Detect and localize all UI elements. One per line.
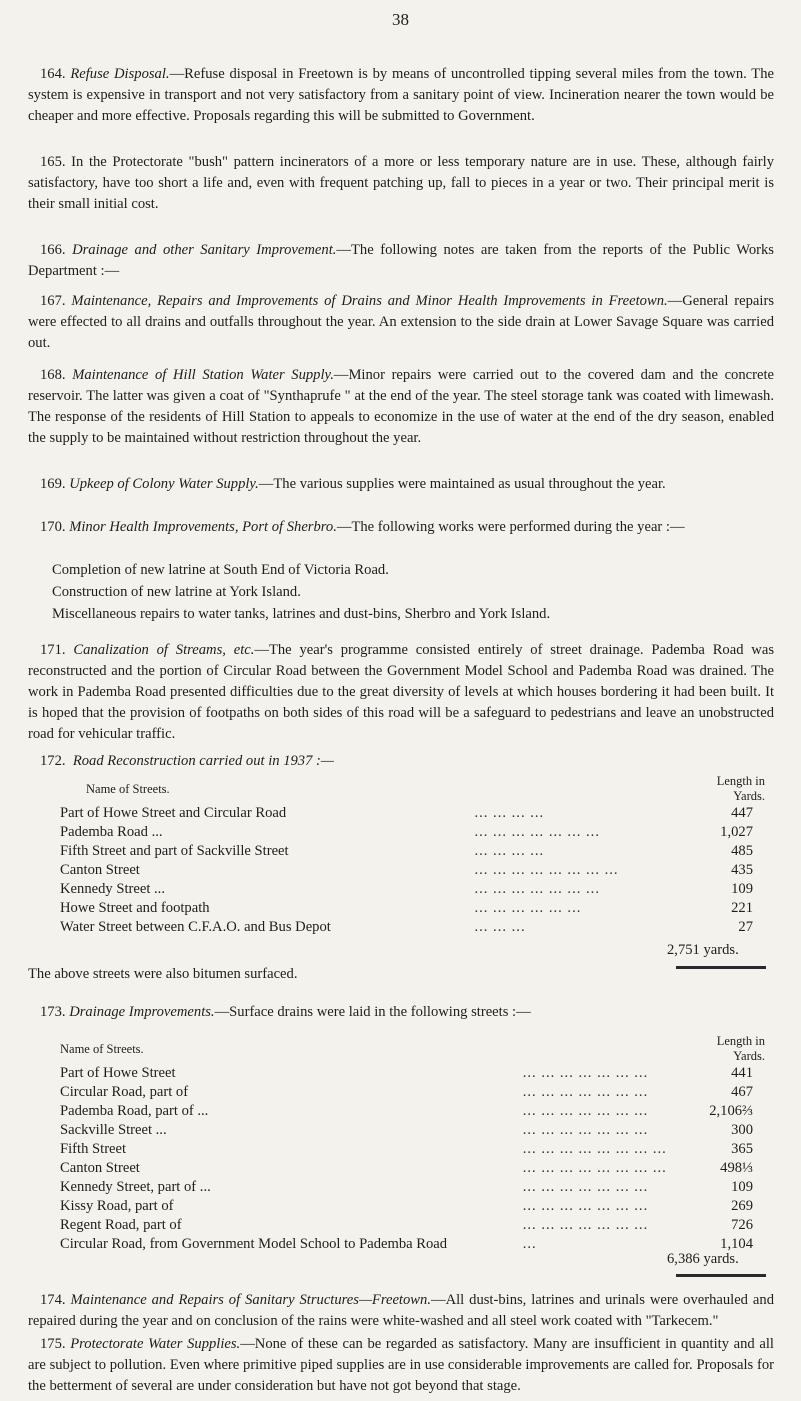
paragraph-title: Maintenance of Hill Station Water Supply.	[72, 367, 334, 383]
column-header-name: Name of Streets.	[60, 1041, 144, 1056]
table-row	[60, 1083, 765, 1102]
paragraph-title: Maintenance, Repairs and Improvements of Drains and Minor Health Improvements in Freetown.	[71, 293, 668, 309]
leader-dots: ... ... ... ... ... ... ...	[522, 1217, 649, 1233]
total-underline	[676, 1274, 766, 1277]
table-header-row	[60, 1034, 765, 1064]
paragraph-167	[28, 291, 774, 354]
paragraph-text: —The various supplies were maintained as usual throughout the year.	[258, 476, 666, 492]
street-length: 1,027	[720, 824, 753, 840]
paragraph-title: Road Reconstruction carried out in 1937 :—	[72, 753, 334, 769]
street-length: 467	[731, 1084, 753, 1100]
paragraph-title: Drainage Improvements.	[69, 1004, 215, 1020]
paragraph-number: 165.	[40, 154, 66, 170]
street-length: 435	[731, 862, 753, 878]
street-name: Kennedy Street ...	[60, 881, 165, 897]
leader-dots: ... ... ... ... ... ... ...	[522, 1084, 649, 1100]
column-header-length: Length in Yards.	[716, 774, 765, 803]
paragraph-text: —Refuse disposal in Freetown is by means of uncontrolled tipping several miles from the town. The system is expensive in transport and not very satisfactory from a sanitary point of view. Incineration nearer the town would be cheaper and more effective. Proposals regarding this will be submitted to Government.	[28, 66, 774, 124]
street-name: Water Street between C.F.A.O. and Bus Depot	[60, 919, 331, 935]
street-length: 1,104	[720, 1236, 753, 1252]
paragraph-text: —The year's programme consisted entirely of street drainage. Pademba Road was reconstructed and the portion of Circular Road between the Government Model School and Pademba Road was drained. The work in Pademba Road presented difficulties due to the great diversity of levels at which houses bordering it had been built. It is hoped that the provision of footpaths on both sides of this road will be a safeguard to pedestrians and leave an unobstructed road for vehicular traffic.	[28, 642, 775, 742]
leader-dots: ... ... ...	[474, 919, 526, 935]
leader-dots: ... ... ... ...	[474, 843, 545, 859]
table-row	[60, 1235, 765, 1254]
leader-dots: ... ... ... ... ... ... ...	[522, 1122, 649, 1138]
paragraph-number: 175.	[40, 1336, 66, 1352]
street-name: Fifth Street	[60, 1141, 127, 1157]
list-item: Completion of new latrine at South End of Victoria Road.	[52, 562, 389, 578]
table-row	[60, 899, 765, 918]
table-header-row	[60, 774, 765, 804]
leader-dots: ... ... ... ... ... ... ... ...	[474, 862, 619, 878]
column-header-spacer	[474, 774, 695, 804]
street-length: 109	[731, 1179, 753, 1195]
paragraph-text: —None of these can be regarded as satisfactory. Many are insufficient in quantity and all are subject to pollution. Even where primitive piped supplies are in use considerable improvements are called for. Proposals for the betterment of several are under consideration but have not got beyond that stage.	[28, 1336, 774, 1394]
list-item: Construction of new latrine at York Island.	[52, 584, 301, 600]
leader-dots: ... ... ... ... ... ... ...	[474, 881, 600, 897]
street-name: Pademba Road ...	[60, 824, 163, 840]
street-name: Regent Road, part of	[60, 1217, 182, 1233]
page-number: 38	[392, 10, 409, 29]
street-length: 726	[731, 1217, 753, 1233]
paragraph-166	[28, 240, 774, 282]
street-length: 27	[738, 919, 753, 935]
street-name: Part of Howe Street and Circular Road	[60, 805, 287, 821]
paragraph-text: —All dust-bins, latrines and urinals were overhauled and repaired during the year and on conclusion of the rains were white-washed and all steel work coated with "Tarkecem."	[28, 1292, 774, 1329]
table-row	[60, 1216, 765, 1235]
paragraph-title: Drainage and other Sanitary Improvement.	[72, 242, 337, 258]
paragraph-170	[28, 517, 774, 538]
list-item: Miscellaneous repairs to water tanks, latrines and dust-bins, Sherbro and York Island.	[52, 606, 551, 622]
table-row	[60, 1197, 765, 1216]
leader-dots: ... ... ... ... ... ...	[474, 900, 582, 916]
paragraph-173	[28, 1002, 774, 1023]
paragraph-text: —General repairs were effected to all drains and outfalls throughout the year. An extension to the side drain at Lower Savage Square was carried out.	[28, 293, 774, 351]
column-header-length: Length in Yards.	[716, 1034, 765, 1063]
column-header-spacer	[523, 1034, 695, 1064]
paragraph-number: 168.	[40, 367, 66, 383]
street-name: Canton Street	[60, 1160, 140, 1176]
paragraph-174	[28, 1290, 774, 1332]
street-length: 441	[731, 1065, 753, 1081]
paragraph-text: In the Protectorate "bush" pattern incinerators of a more or less temporary nature are in use. These, although fairly satisfactory, have too short a life and, even with frequent patching up, fall to pieces in a year or two. Their principal merit is their small initial cost.	[28, 154, 774, 212]
street-length: 447	[731, 805, 753, 821]
paragraph-number: 172.	[40, 753, 66, 769]
leader-dots: ... ... ... ...	[474, 805, 545, 821]
paragraph-title: Protectorate Water Supplies.	[70, 1336, 241, 1352]
total-length: 2,751 yards.	[667, 942, 739, 958]
paragraph-text: —The following works were performed during the year :—	[336, 519, 685, 535]
street-name: Circular Road, part of	[60, 1084, 189, 1100]
paragraph-175	[28, 1334, 774, 1397]
street-name: Part of Howe Street	[60, 1065, 176, 1081]
paragraph-text: —The following notes are taken from the reports of the Public Works Department :—	[28, 242, 774, 279]
paragraph-number: 166.	[40, 242, 66, 258]
paragraph-title: Minor Health Improvements, Port of Sherbro.	[69, 519, 337, 535]
street-length: 365	[731, 1141, 753, 1157]
paragraph-text: —Minor repairs were carried out to the covered dam and the concrete reservoir. The latter was given a coat of "Synthaprufe " at the end of the year. The steel storage tank was coated with limewash. The response of the residents of Hill Station to appeals to economize in the use of water at the end of the dry season, enabled the supply to be maintained without restriction throughout the year.	[28, 367, 774, 446]
bitumen-note: The above streets were also bitumen surfaced.	[28, 966, 298, 982]
paragraph-text: —Surface drains were laid in the following streets :—	[214, 1004, 531, 1020]
street-length: 109	[731, 881, 753, 897]
paragraph-number: 174.	[40, 1292, 66, 1308]
paragraph-title: Canalization of Streams, etc.	[73, 642, 255, 658]
paragraph-number: 167.	[40, 293, 66, 309]
table-row	[60, 1102, 765, 1121]
leader-dots: ...	[522, 1236, 537, 1252]
street-length: 269	[731, 1198, 753, 1214]
street-length: 498⅓	[720, 1160, 753, 1176]
leader-dots: ... ... ... ... ... ... ...	[522, 1103, 649, 1119]
table-row	[60, 804, 765, 823]
paragraph-number: 171.	[40, 642, 66, 658]
street-name: Kissy Road, part of	[60, 1198, 174, 1214]
paragraph-title: Refuse Disposal.	[70, 66, 170, 82]
section-172-heading	[40, 751, 334, 772]
paragraph-164	[28, 64, 774, 127]
leader-dots: ... ... ... ... ... ... ...	[522, 1065, 649, 1081]
paragraph-title: Upkeep of Colony Water Supply.	[69, 476, 259, 492]
column-header-name: Name of Streets.	[86, 781, 170, 796]
leader-dots: ... ... ... ... ... ... ... ...	[522, 1141, 667, 1157]
street-length: 2,106⅔	[709, 1103, 753, 1119]
table-row	[60, 842, 765, 861]
total-length: 6,386 yards.	[667, 1251, 739, 1267]
paragraph-number: 170.	[40, 519, 66, 535]
paragraph-169	[28, 474, 774, 495]
street-length: 300	[731, 1122, 753, 1138]
paragraph-165	[28, 152, 774, 215]
paragraph-number: 169.	[40, 476, 66, 492]
paragraph-number: 164.	[40, 66, 66, 82]
street-name: Fifth Street and part of Sackville Street	[60, 843, 289, 859]
street-name: Circular Road, from Government Model School to Pademba Road	[60, 1236, 448, 1252]
paragraph-number: 173.	[40, 1004, 66, 1020]
table-row	[60, 1140, 765, 1159]
street-name: Howe Street and footpath	[60, 900, 210, 916]
street-name: Canton Street	[60, 862, 140, 878]
street-length: 485	[731, 843, 753, 859]
table-row	[60, 861, 765, 880]
table-row	[60, 1064, 765, 1083]
leader-dots: ... ... ... ... ... ... ...	[522, 1179, 649, 1195]
street-name: Pademba Road, part of ...	[60, 1103, 209, 1119]
table-row	[60, 1121, 765, 1140]
table-row	[60, 823, 765, 842]
street-length: 221	[731, 900, 753, 916]
drainage-improvements-table	[60, 1034, 765, 1254]
leader-dots: ... ... ... ... ... ... ...	[474, 824, 600, 840]
paragraph-title: Maintenance and Repairs of Sanitary Structures—Freetown.	[70, 1292, 431, 1308]
table-row	[60, 880, 765, 899]
street-name: Sackville Street ...	[60, 1122, 167, 1138]
leader-dots: ... ... ... ... ... ... ... ...	[522, 1160, 667, 1176]
street-name: Kennedy Street, part of ...	[60, 1179, 211, 1195]
total-underline	[676, 966, 766, 969]
table-row	[60, 918, 765, 937]
road-reconstruction-table	[60, 774, 765, 937]
table-row	[60, 1178, 765, 1197]
leader-dots: ... ... ... ... ... ... ...	[522, 1198, 649, 1214]
table-row	[60, 1159, 765, 1178]
paragraph-171	[28, 640, 774, 745]
paragraph-168	[28, 365, 774, 449]
